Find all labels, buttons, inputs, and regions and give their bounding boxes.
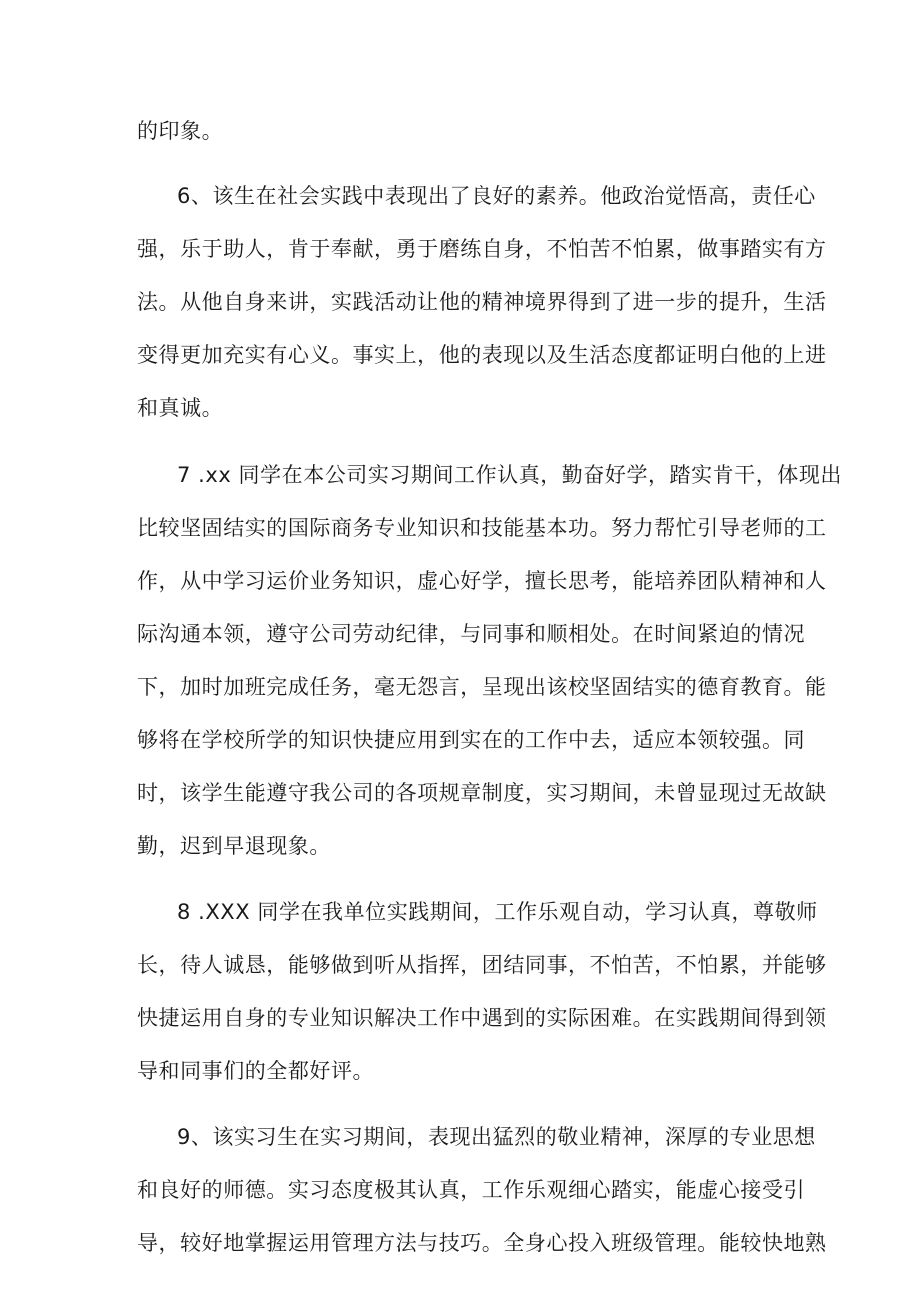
text-line: 导，较好地掌握运用管理方法与技巧。全身心投入班级管理。能较快地熟 <box>137 1231 827 1255</box>
text-line: 际沟通本领，遵守公司劳动纪律，与同事和顺相处。在时间紧迫的情况 <box>137 622 806 646</box>
text-line: 时，该学生能遵守我公司的各项规章制度，实习期间，未曾显现过无故缺 <box>137 781 827 805</box>
text-line: 快捷运用自身的专业知识解决工作中遇到的实际困难。在实践期间得到领 <box>137 1006 827 1030</box>
text-line: 下，加时加班完成任务，毫无怨言，呈现出该校坚固结实的德育教育。能 <box>137 675 827 699</box>
text-line: 比较坚固结实的国际商务专业知识和技能基本功。努力帮忙引导老师的工 <box>137 516 827 540</box>
text-line: 的印象。 <box>137 119 224 143</box>
text-line: 作，从中学习运价业务知识，虚心好学，擅长思考，能培养团队精神和人 <box>137 569 827 593</box>
text-line: 7 .xx 同学在本公司实习期间工作认真，勤奋好学，踏实肯干，体现出 <box>177 463 842 487</box>
text-line: 8 .XXX 同学在我单位实践期间，工作乐观自动，学习认真，尊敬师 <box>177 900 818 924</box>
text-line: 6、该生在社会实践中表现出了良好的素养。他政治觉悟高，责任心 <box>177 184 816 208</box>
text-line: 变得更加充实有心义。事实上，他的表现以及生活态度都证明白他的上进 <box>137 343 827 367</box>
text-line: 导和同事们的全都好评。 <box>137 1059 375 1083</box>
text-line: 勤，迟到早退现象。 <box>137 834 331 858</box>
text-line: 和真诚。 <box>137 396 224 420</box>
text-line: 够将在学校所学的知识快捷应用到实在的工作中去，适应本领较强。同 <box>137 728 806 752</box>
text-line: 9、该实习生在实习期间，表现出猛烈的敬业精神，深厚的专业思想 <box>177 1125 816 1149</box>
text-line: 长，待人诚恳，能够做到听从指挥，团结同事，不怕苦，不怕累，并能够 <box>137 953 827 977</box>
text-line: 法。从他自身来讲，实践活动让他的精神境界得到了进一步的提升，生活 <box>137 290 827 314</box>
text-line: 和良好的师德。实习态度极其认真，工作乐观细心踏实，能虚心接受引 <box>137 1178 806 1202</box>
text-line: 强，乐于助人，肯于奉献，勇于磨练自身，不怕苦不怕累，做事踏实有方 <box>137 237 827 261</box>
